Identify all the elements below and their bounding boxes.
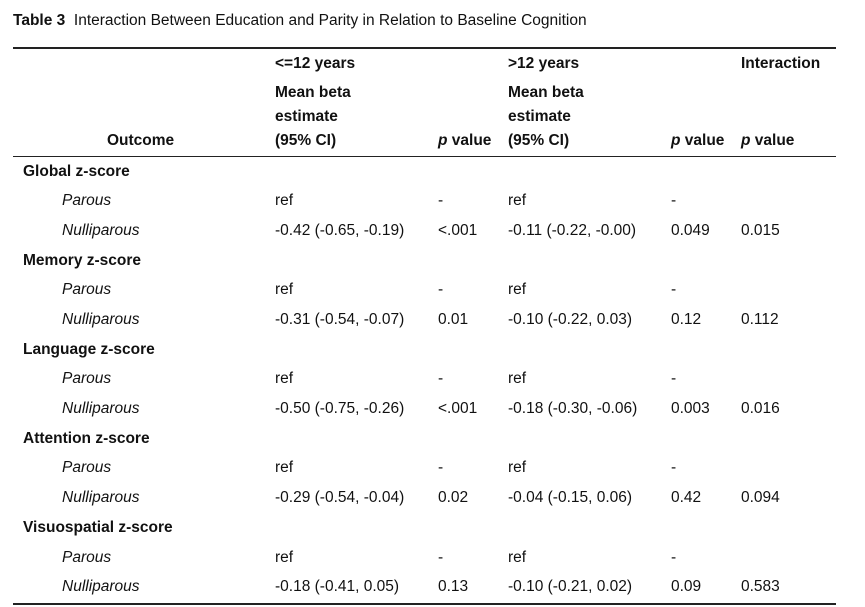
beta-group2: -0.11 (-0.22, -0.00) — [508, 222, 637, 239]
section-label: Attention z-score — [23, 430, 150, 447]
p-value-group1: - — [438, 192, 444, 209]
p-value-group2: 0.12 — [671, 311, 702, 328]
p-value-group1: 0.01 — [438, 311, 469, 328]
parity-label: Nulliparous — [62, 311, 140, 328]
section-label: Memory z-score — [23, 252, 142, 269]
table-row — [0, 513, 865, 542]
beta-group2: -0.10 (-0.22, 0.03) — [508, 311, 633, 328]
header-beta-line1: Mean beta — [508, 84, 584, 101]
beta-group1: -0.18 (-0.41, 0.05) — [275, 578, 400, 595]
parity-label: Parous — [62, 549, 112, 566]
p-value-group2: - — [671, 459, 677, 476]
p-rest: value — [447, 132, 492, 149]
parity-label: Parous — [62, 459, 112, 476]
p-value-group2: - — [671, 192, 677, 209]
header-beta-group2 — [508, 81, 584, 153]
beta-group1: -0.50 (-0.75, -0.26) — [275, 400, 405, 417]
beta-group1: ref — [275, 281, 294, 298]
table-row — [0, 543, 865, 572]
header-outcome: Outcome — [107, 132, 175, 149]
beta-group2: ref — [508, 459, 527, 476]
table-row — [0, 424, 865, 453]
beta-group2: ref — [508, 281, 527, 298]
table-row — [0, 186, 865, 215]
table-row — [0, 364, 865, 393]
p-italic: p — [671, 132, 681, 149]
p-value-group1: 0.02 — [438, 489, 469, 506]
table-row — [0, 453, 865, 482]
beta-group1: -0.31 (-0.54, -0.07) — [275, 311, 405, 328]
p-value-interaction: 0.016 — [741, 400, 780, 417]
section-label: Visuospatial z-score — [23, 519, 173, 536]
parity-label: Parous — [62, 192, 112, 209]
p-value-group2: 0.003 — [671, 400, 710, 417]
beta-group1: ref — [275, 549, 294, 566]
p-value-group1: - — [438, 459, 444, 476]
beta-group1: ref — [275, 192, 294, 209]
header-beta-line3: (95% CI) — [275, 132, 337, 149]
p-value-group1: 0.13 — [438, 578, 469, 595]
table-caption — [13, 12, 587, 30]
beta-group2: ref — [508, 549, 527, 566]
top-rule — [13, 47, 836, 49]
p-value-group2: 0.049 — [671, 222, 710, 239]
beta-group1: ref — [275, 459, 294, 476]
table-row — [0, 394, 865, 423]
parity-label: Parous — [62, 370, 112, 387]
parity-label: Nulliparous — [62, 578, 140, 595]
header-p-value-group2 — [671, 129, 724, 153]
table-label: Table 3 — [13, 12, 66, 29]
table-row — [0, 335, 865, 364]
parity-label: Nulliparous — [62, 400, 140, 417]
p-value-interaction: 0.112 — [741, 311, 779, 328]
table-row — [0, 157, 865, 186]
p-value-group2: - — [671, 370, 677, 387]
p-value-interaction: 0.583 — [741, 578, 780, 595]
beta-group2: ref — [508, 192, 527, 209]
p-value-group1: - — [438, 281, 444, 298]
table-row — [0, 305, 865, 334]
p-rest: value — [680, 132, 725, 149]
p-value-group2: 0.42 — [671, 489, 702, 506]
beta-group2: -0.04 (-0.15, 0.06) — [508, 489, 633, 506]
beta-group2: ref — [508, 370, 527, 387]
p-value-group1: <.001 — [438, 400, 478, 417]
beta-group2: -0.18 (-0.30, -0.06) — [508, 400, 638, 417]
p-value-group1: <.001 — [438, 222, 478, 239]
header-p-value-group1 — [438, 129, 491, 153]
beta-group1: -0.29 (-0.54, -0.04) — [275, 489, 405, 506]
p-value-group1: - — [438, 370, 444, 387]
beta-group1: ref — [275, 370, 294, 387]
p-value-interaction: 0.094 — [741, 489, 780, 506]
p-value-interaction: 0.015 — [741, 222, 780, 239]
header-group2: >12 years — [508, 55, 580, 72]
header-beta-line2: estimate — [508, 108, 571, 125]
p-value-group2: - — [671, 549, 677, 566]
p-rest: value — [750, 132, 795, 149]
table-title: Interaction Between Education and Parity in Relation to Baseline Cognition — [73, 12, 587, 29]
header-beta-line2: estimate — [275, 108, 338, 125]
table-row — [0, 246, 865, 275]
header-beta-line3: (95% CI) — [508, 132, 570, 149]
parity-label: Parous — [62, 281, 112, 298]
beta-group1: -0.42 (-0.65, -0.19) — [275, 222, 405, 239]
parity-label: Nulliparous — [62, 489, 140, 506]
section-label: Global z-score — [23, 163, 130, 180]
header-p-value-interaction — [741, 129, 794, 153]
p-value-group1: - — [438, 549, 444, 566]
p-value-group2: - — [671, 281, 677, 298]
table-row — [0, 216, 865, 245]
p-italic: p — [741, 132, 751, 149]
table-row — [0, 483, 865, 512]
header-beta-line1: Mean beta — [275, 84, 351, 101]
table-row — [0, 275, 865, 304]
section-label: Language z-score — [23, 341, 155, 358]
bottom-rule — [13, 603, 836, 605]
p-value-group2: 0.09 — [671, 578, 702, 595]
beta-group2: -0.10 (-0.21, 0.02) — [508, 578, 633, 595]
header-beta-group1 — [275, 81, 351, 153]
header-interaction: Interaction — [741, 55, 821, 72]
header-group1: <=12 years — [275, 55, 356, 72]
p-italic: p — [438, 132, 448, 149]
parity-label: Nulliparous — [62, 222, 140, 239]
table-row — [0, 572, 865, 601]
